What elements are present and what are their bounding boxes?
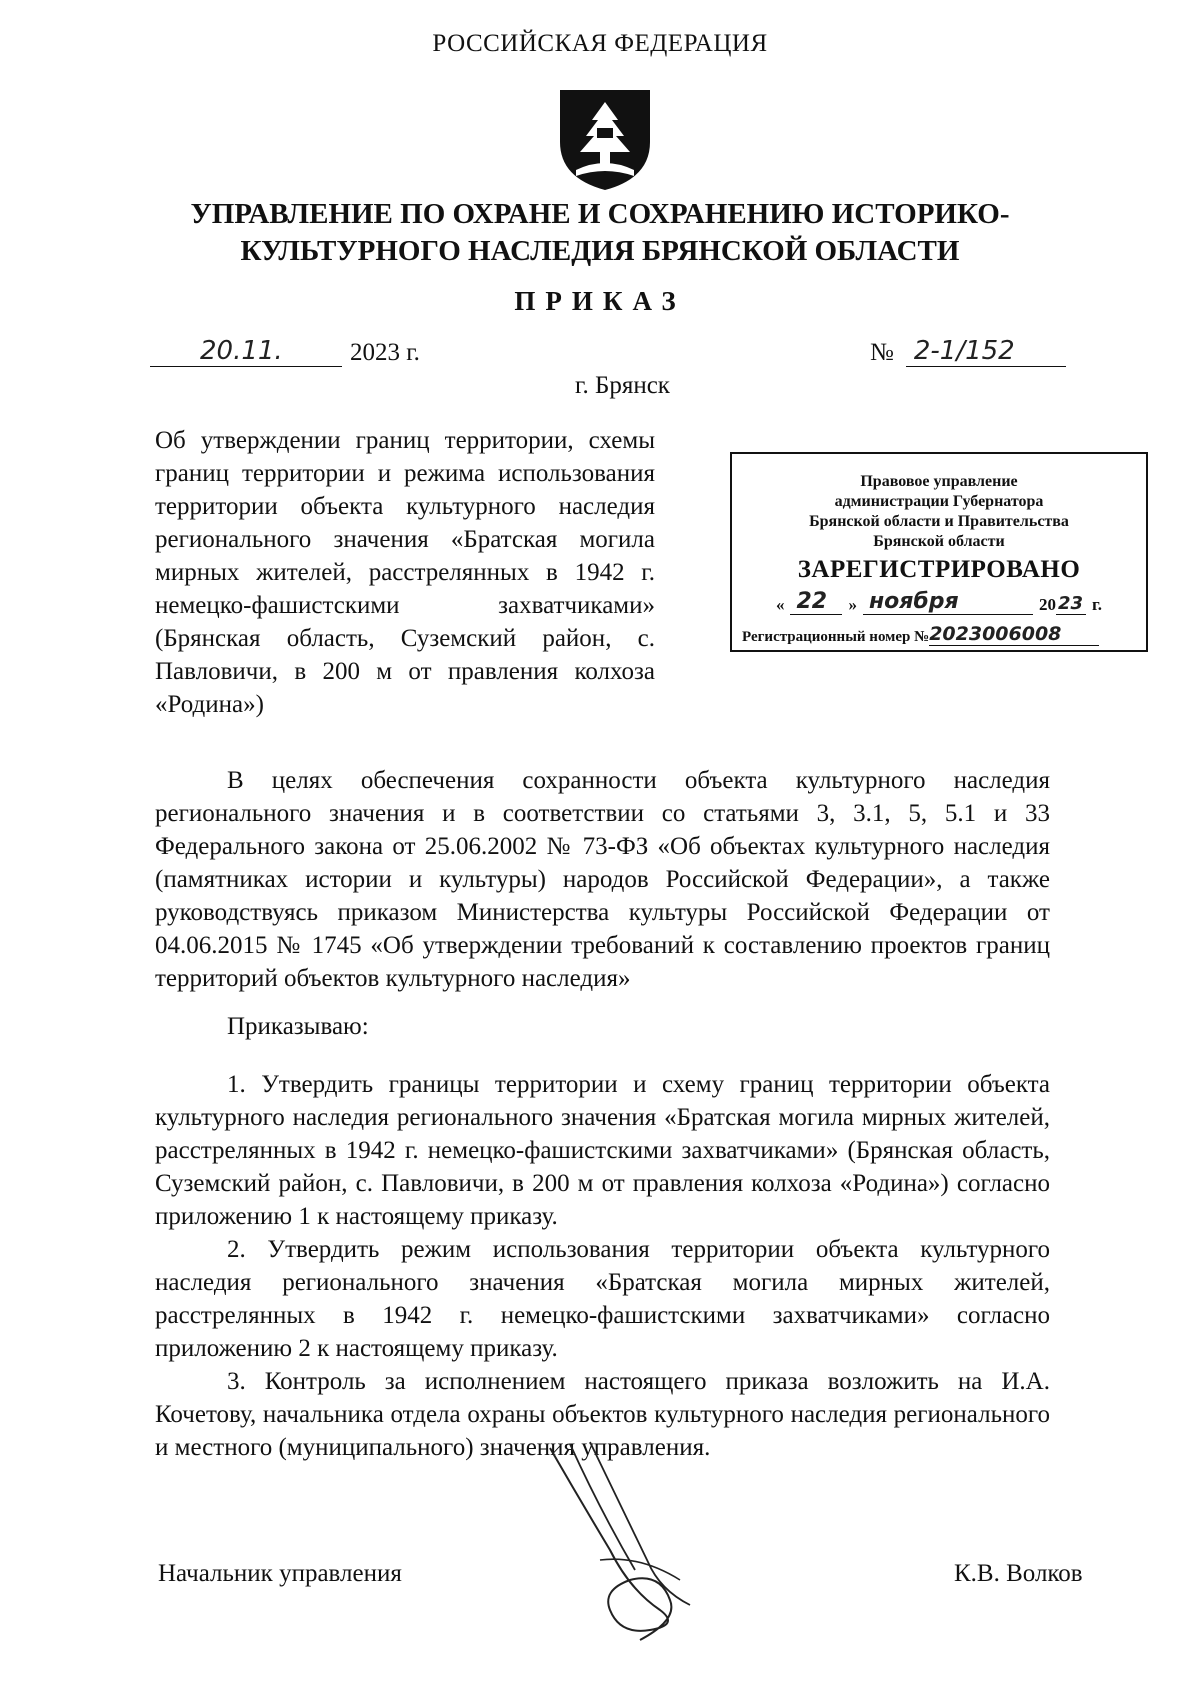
stamp-reg-field (929, 623, 1099, 646)
stamp-month-field (863, 588, 1033, 615)
stamp-quote-close: » (848, 595, 857, 614)
stamp-line-1: Правовое управление (860, 473, 1018, 490)
signatory-title: Начальник управления (158, 1560, 402, 1587)
stamp-year-prefix: 20 (1038, 595, 1056, 614)
stamp-line-4: Брянской области (873, 533, 1005, 550)
handwritten-date: 20.11. (200, 336, 283, 366)
order-word-text: Приказываю: (227, 1013, 369, 1040)
stamp-day: 22 (796, 589, 828, 614)
stamp-reg-label: Регистрационный номер № (742, 629, 930, 645)
stamp-reg-number: 2023006008 (929, 623, 1062, 645)
stamp-registered: ЗАРЕГИСТРИРОВАНО (797, 556, 1081, 583)
order-word (155, 1010, 1050, 1043)
preamble-text: В целях обеспечения сохранности объекта культурного наследия регионального значения и в соответствии со статьями 3, 3.1, 5, 5.1 и 33 Федерального закона от 25.06.2002 № 73-ФЗ «Об объектах культурного наследия (памятниках истории и культуры) народов Российской Федерации», а также руководствуясь приказом Министерства культуры Российской Федерации от 04.06.2015 № 1745 «Об утверждении требований к составлению проектов границ территорий объектов культурного наследия» (155, 767, 1050, 992)
city: г. Брянск (575, 372, 670, 399)
number-sign: № (870, 339, 894, 366)
stamp-year-field (1056, 588, 1086, 615)
document-type-title: ПРИКАЗ (514, 286, 686, 316)
registration-stamp (730, 452, 1148, 652)
number-field (906, 336, 1066, 367)
department-title (150, 196, 1050, 270)
order-year: 2023 г. (350, 339, 420, 366)
order-date (150, 336, 420, 367)
stamp-quote-open: « (775, 595, 785, 614)
handwritten-signature (540, 1440, 710, 1645)
stamp-line-3: Брянской области и Правительства (809, 513, 1069, 530)
stamp-day-field (790, 588, 842, 615)
date-field (150, 336, 342, 367)
order-item-3: 3. Контроль за исполнением настоящего приказа возложить на И.А. Кочетову, начальника отдела охраны объектов культурного наследия регионального и местного (муниципального) значения управления. (155, 1368, 1050, 1461)
department-title-line-2: КУЛЬТУРНОГО НАСЛЕДИЯ БРЯНСКОЙ ОБЛАСТИ (240, 235, 960, 267)
order-subject (155, 424, 655, 721)
coat-of-arms-emblem (556, 86, 654, 194)
country-header: РОССИЙСКАЯ ФЕДЕРАЦИЯ (432, 30, 768, 57)
stamp-date (732, 588, 1146, 615)
stamp-line-2: администрации Губернатора (834, 493, 1044, 510)
order-item-2: 2. Утвердить режим использования территории объекта культурного наследия регионального значения «Братская могила мирных жителей, расстрелянных в 1942 г. немецко-фашистскими захватчиками» согласно приложению 2 к настоящему приказу. (155, 1236, 1050, 1362)
signatory-name: К.В. Волков (954, 1560, 1083, 1587)
subject-text: Об утверждении границ территории, схемы границ территории и режима использования территории объекта культурного наследия регионального значения «Братская могила мирных жителей, расстрелянных в 1942 г. немецко-фашистскими захватчиками» (Брянская область, Суземский район, с. Павловичи, в 200 м от правления колхоза «Родина») (155, 427, 655, 718)
handwritten-number: 2-1/152 (913, 336, 1015, 366)
preamble (155, 764, 1050, 995)
department-title-line-1: УПРАВЛЕНИЕ ПО ОХРАНЕ И СОХРАНЕНИЮ ИСТОРИКО- (190, 198, 1010, 230)
order-number (870, 336, 1066, 367)
stamp-month: ноября (868, 589, 959, 614)
order-item-1: 1. Утвердить границы территории и схему границ территории объекта культурного наследия регионального значения «Братская могила мирных жителей, расстрелянных в 1942 г. немецко-фашистскими захватчиками» (Брянская область, Суземский район, с. Павловичи, в 200 м от правления колхоза «Родина») согласно приложению 1 к настоящему приказу. (155, 1071, 1050, 1230)
stamp-year: 23 (1057, 593, 1084, 614)
order-items (155, 1068, 1050, 1464)
stamp-registration-number (732, 623, 1146, 646)
stamp-year-suffix: г. (1091, 595, 1103, 614)
